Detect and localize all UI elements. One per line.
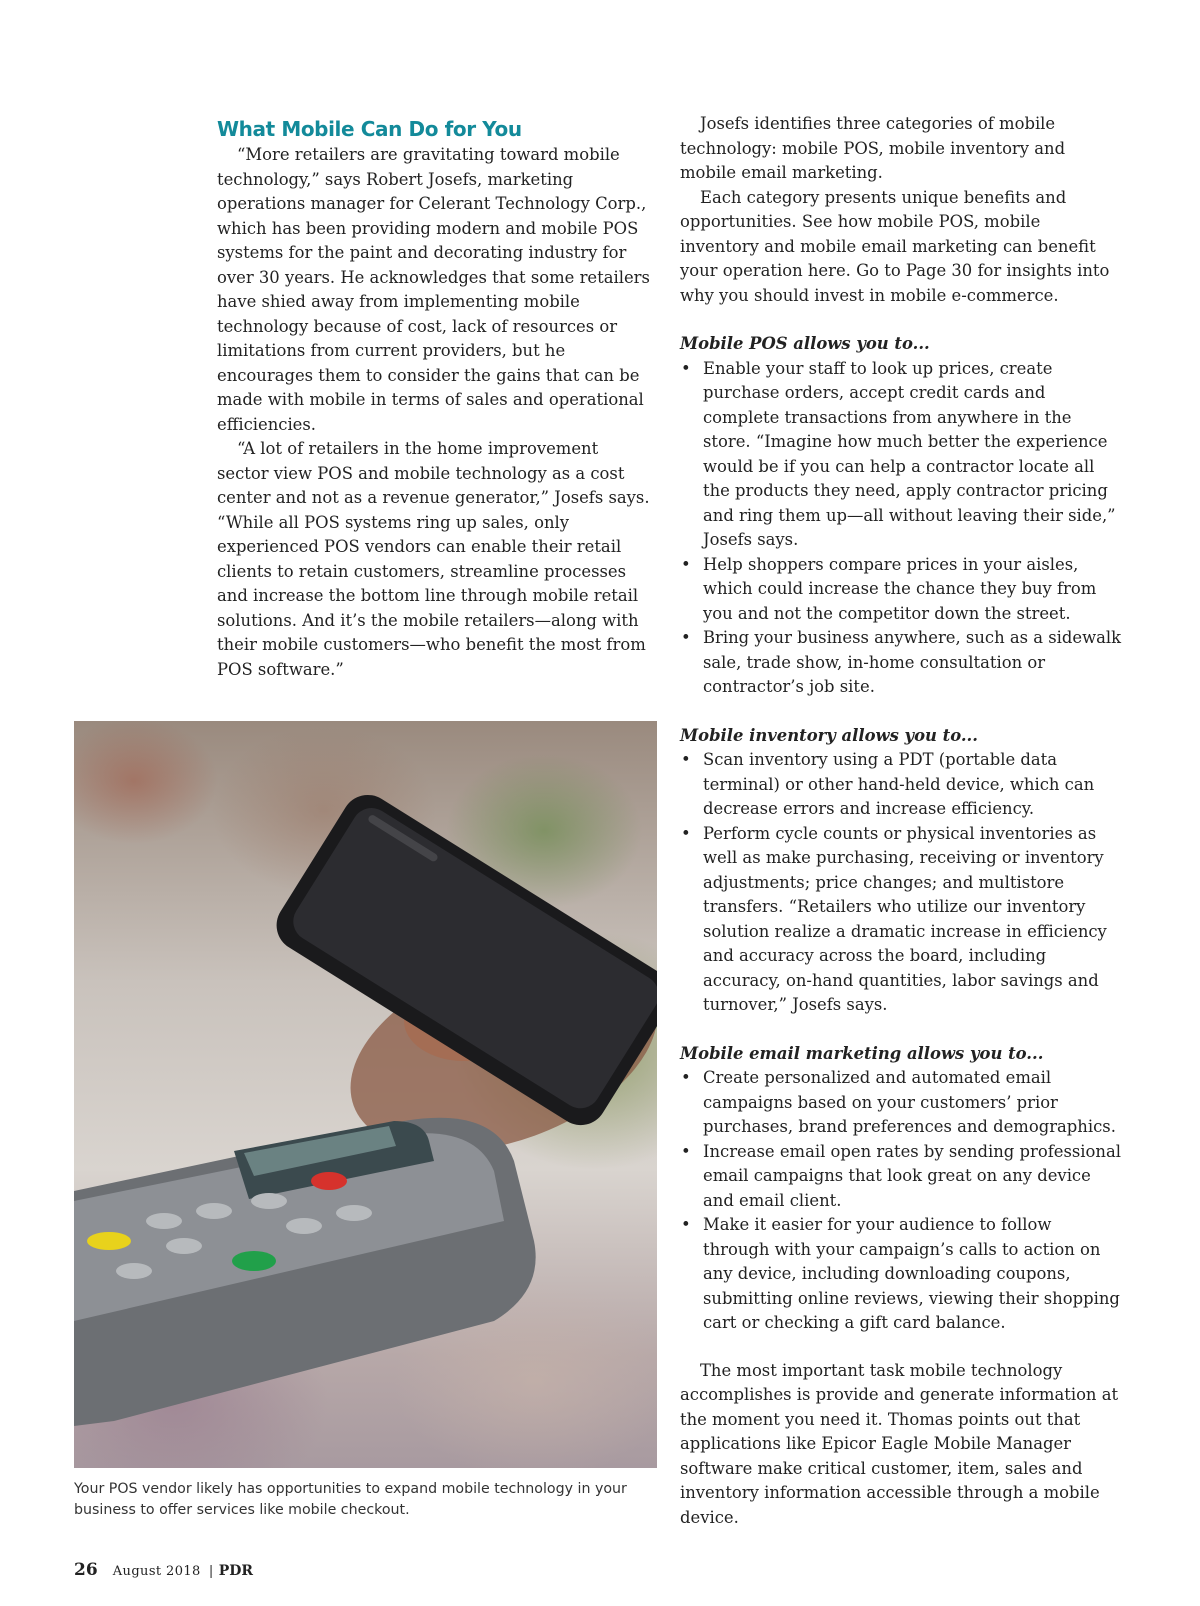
left-column	[217, 116, 651, 682]
mobile-inventory-heading: Mobile inventory allows you to...	[680, 725, 978, 745]
body-paragraph: “A lot of retailers in the home improvement sector view POS and mobile technology as a cost center and not as a revenue generator,” Josefs says. “While all POS systems ring up sales, only experienced POS vendors can enable their retail clients to retain customers, streamline processes and increase the bottom line through mobile retail solutions. And it’s the mobile retailers—along with their mobile customers—who benefit the most from POS software.”	[217, 439, 650, 679]
mobile-email-heading: Mobile email marketing allows you to...	[680, 1043, 1044, 1063]
list-item: • Help shoppers compare prices in your aisles, which could increase the chance they buy from you and not the competitor down the street.	[680, 553, 1122, 627]
page-number: 26	[74, 1560, 98, 1580]
photo-caption: Your POS vendor likely has opportunities to expand mobile technology in your business to offer services like mobile checkout.	[74, 1481, 627, 1518]
intro-paragraph: Josefs identifies three categories of mobile technology: mobile POS, mobile inventory and mobile email marketing.	[680, 114, 1066, 182]
issue-date: August 2018	[112, 1564, 201, 1579]
right-column	[680, 112, 1122, 1530]
closing-paragraph: The most important task mobile technology accomplishes is provide and generate information at the moment you need it. Thomas points out that applications like Epicor Eagle Mobile Manager software make critical customer, item, sales and inventory information accessible through a mobile device.	[680, 1360, 1119, 1527]
intro-paragraph: Each category presents unique benefits and opportunities. See how mobile POS, mobile inventory and mobile email marketing can benefit your operation here. Go to Page 30 for insights into why you should invest in mobile e-commerce.	[680, 187, 1110, 305]
photo-illustration	[74, 721, 657, 1468]
mobile-pos-list	[680, 357, 1122, 700]
list-item: • Enable your staff to look up prices, create purchase orders, accept credit cards and complete transactions from anywhere in the store. “Imagine how much better the experience would be if you can help a contractor locate all the products they need, apply contractor pricing and ring them up—all without leaving their side,” Josefs says.	[680, 357, 1122, 553]
list-item: • Create personalized and automated email campaigns based on your customers’ prior purchases, brand preferences and demographics.	[680, 1066, 1122, 1140]
list-item: • Bring your business anywhere, such as a sidewalk sale, trade show, in-home consultation or contractor’s job site.	[680, 626, 1122, 700]
list-item: • Perform cycle counts or physical inventories as well as make purchasing, receiving or inventory adjustments; price changes; and multistore transfers. “Retailers who utilize our inventory solution realize a dramatic increase in efficiency and accuracy across the board, including accuracy, on-hand quantities, labor savings and turnover,” Josefs says.	[680, 822, 1122, 1018]
page-footer	[74, 1560, 253, 1580]
mobile-pos-heading: Mobile POS allows you to...	[680, 334, 930, 353]
list-item: • Increase email open rates by sending professional email campaigns that look great on any device and email client.	[680, 1140, 1122, 1214]
body-paragraph: “More retailers are gravitating toward mobile technology,” says Robert Josefs, marketing operations manager for Celerant Technology Corp., which has been providing modern and mobile POS systems for the paint and decorating industry for over 30 years. He acknowledges that some retailers have shied away from implementing mobile technology because of cost, lack of resources or limitations from current providers, but he encourages them to consider the gains that can be made with mobile in terms of sales and operational efficiencies.	[217, 145, 650, 434]
mobile-email-list	[680, 1066, 1122, 1336]
mobile-checkout-photo	[74, 721, 657, 1468]
footer-separator: |	[208, 1564, 214, 1579]
mobile-inventory-list	[680, 748, 1122, 1018]
magazine-name: PDR	[218, 1563, 254, 1579]
section-title: What Mobile Can Do for You	[217, 117, 522, 141]
list-item: • Make it easier for your audience to follow through with your campaign’s calls to action on any device, including downloading coupons, submitting online reviews, viewing their shopping cart or checking a gift card balance.	[680, 1213, 1122, 1336]
list-item: • Scan inventory using a PDT (portable data terminal) or other hand-held device, which can decrease errors and increase efficiency.	[680, 748, 1122, 822]
